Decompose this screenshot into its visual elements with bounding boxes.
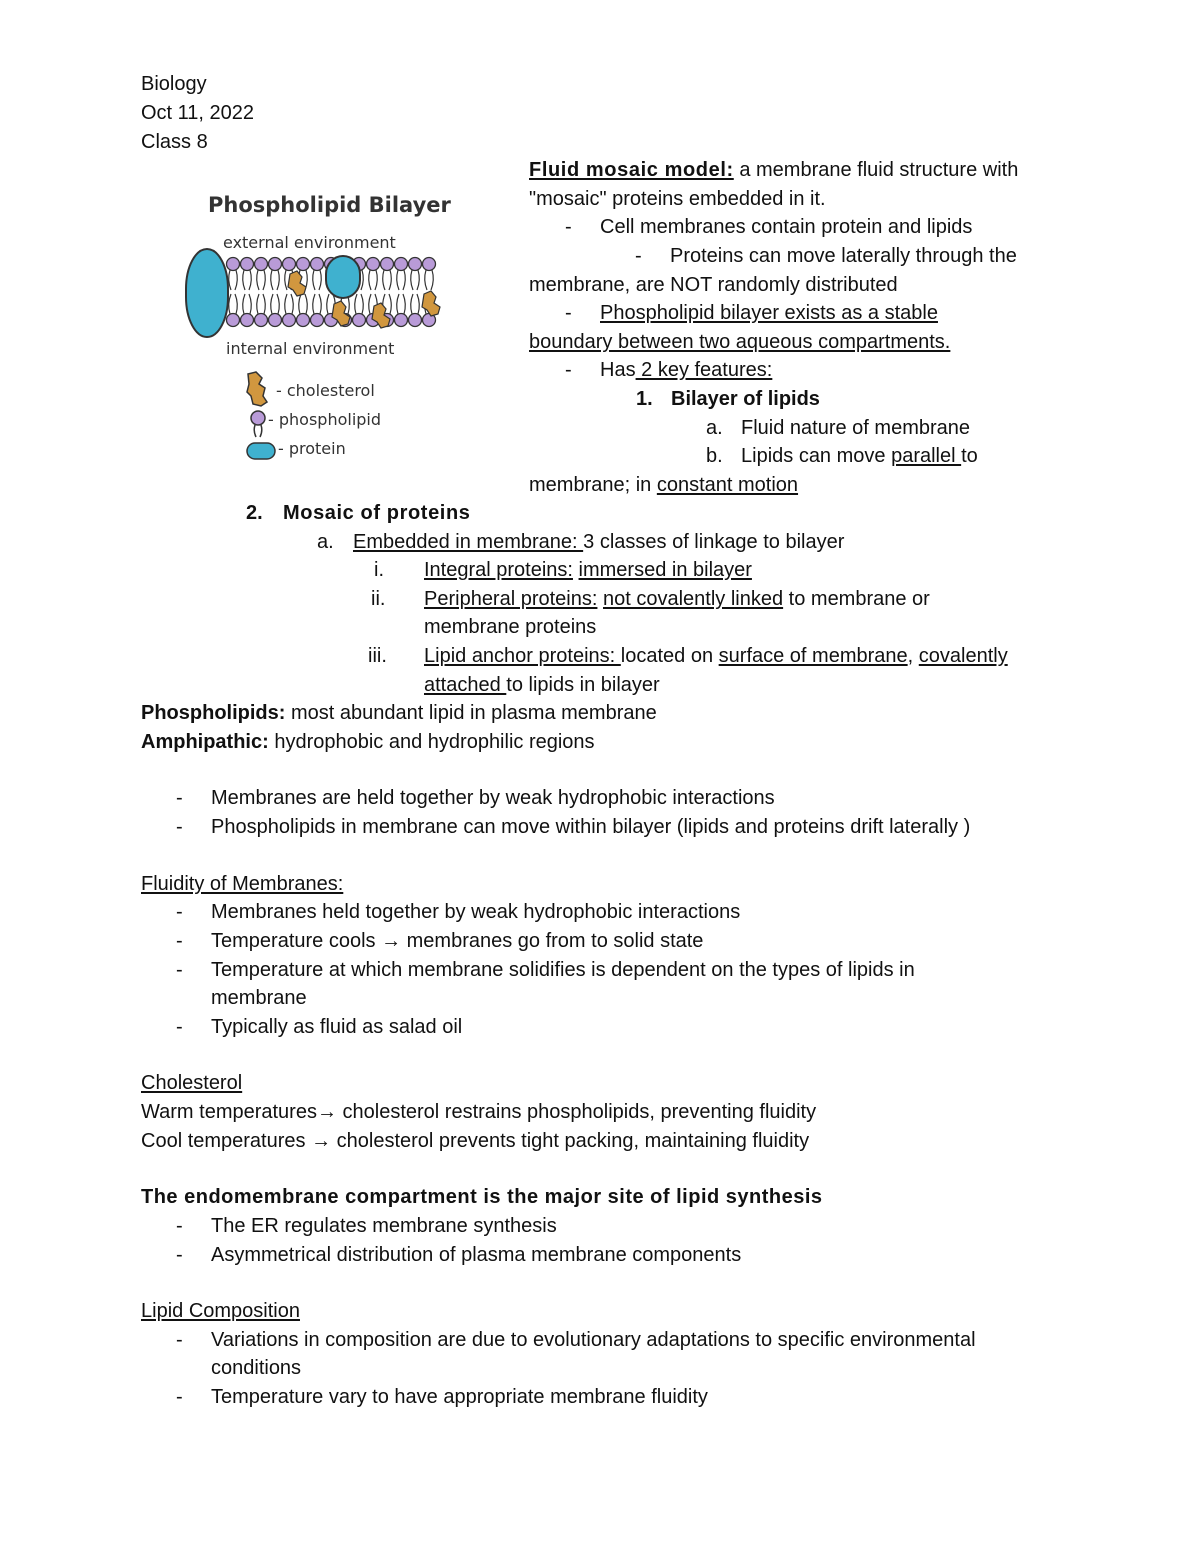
dash: -	[176, 787, 183, 809]
phospholipid-head	[395, 314, 408, 327]
amphipathic-def: hydrophobic and hydrophilic regions	[268, 731, 595, 753]
legend-protein: - protein	[278, 439, 346, 458]
key-features-pre: Has	[600, 359, 636, 381]
phospholipid-tail	[411, 270, 420, 290]
list-item: Variations in composition are due to evolutionary adaptations to specific environmental	[211, 1329, 976, 1351]
feature-2-title: Mosaic of proteins	[283, 502, 471, 524]
cholesterol-molecule	[288, 271, 306, 296]
phospholipid-head	[423, 258, 436, 271]
list-item: Typically as fluid as salad oil	[211, 1016, 463, 1038]
cholesterol-molecule	[422, 291, 440, 316]
subject-line: Biology	[141, 73, 207, 95]
fluidity-heading: Fluidity of Membranes:	[141, 873, 344, 895]
dash: -	[176, 1386, 183, 1408]
dash: -	[176, 901, 183, 923]
dash: -	[565, 359, 572, 381]
feature-1-title: Bilayer of lipids	[671, 388, 820, 410]
phospholipid-head	[381, 258, 394, 271]
external-label: external environment	[223, 233, 396, 252]
f2a-embedded: Embedded in membrane:	[353, 531, 584, 553]
dash: -	[176, 930, 183, 952]
phospholipid-icon	[251, 411, 265, 437]
phospholipid-tail	[397, 294, 406, 314]
lipid-anchor-attached: attached	[424, 674, 507, 696]
legend-phospholipid: - phospholipid	[268, 410, 382, 429]
phospholipid-head	[409, 258, 422, 271]
phospholipid-head	[227, 314, 240, 327]
class-line: Class 8	[141, 131, 208, 153]
fluid-mosaic-def-1: a membrane fluid structure with	[733, 159, 1019, 181]
bilayer-diagram	[178, 182, 458, 472]
feature-2a-letter: a.	[317, 531, 334, 553]
f1b-pre: Lipids can move	[741, 445, 892, 467]
phospholipid-tail	[299, 294, 308, 314]
phospholipid-tail	[383, 270, 392, 290]
dash: -	[176, 1329, 183, 1351]
dash: -	[635, 245, 642, 267]
dash: -	[565, 216, 572, 238]
bullet-cell-membranes: Cell membranes contain protein and lipids	[600, 216, 973, 238]
peripheral-post: to membrane or	[783, 588, 930, 610]
phospholipid-head	[255, 258, 268, 271]
phospholipid-tail	[355, 294, 364, 314]
lipid-anchor-term: Lipid anchor proteins:	[424, 645, 621, 667]
feature-1a-text: Fluid nature of membrane	[741, 417, 971, 439]
internal-label: internal environment	[226, 339, 395, 358]
cholesterol-heading: Cholesterol	[141, 1072, 243, 1094]
peripheral-proteins-line	[424, 587, 930, 611]
phospholipid-head	[269, 314, 282, 327]
phospholipid-head	[297, 258, 310, 271]
phospholipids-definition	[141, 701, 657, 725]
feature-1b-cont	[529, 473, 798, 497]
bullet-bilayer-boundary: Phospholipid bilayer exists as a stable	[600, 302, 938, 324]
list-item: Phospholipids in membrane can move within bilayer (lipids and proteins drift laterally )	[211, 816, 971, 838]
amphipathic-definition	[141, 730, 595, 754]
fluid-mosaic-line-2: "mosaic" proteins embedded in it.	[529, 188, 826, 210]
f1b-post: to	[961, 445, 978, 467]
bullet-proteins-move-cont: membrane, are NOT randomly distributed	[529, 274, 898, 296]
phospholipid-head	[367, 258, 380, 271]
cholesterol-icon	[247, 372, 267, 406]
phospholipid-head	[283, 258, 296, 271]
lipid-anchor-comma: ,	[907, 645, 919, 667]
integral-def: immersed in bilayer	[578, 559, 752, 581]
feature-1-number: 1.	[636, 388, 653, 410]
list-item-cont: membrane	[211, 987, 307, 1009]
peripheral-term: Peripheral proteins:	[424, 588, 598, 610]
phospholipid-tail	[425, 270, 434, 290]
lipid-anchor-line	[424, 644, 1008, 668]
phospholipid-bilayer-figure	[178, 182, 458, 472]
phospholipid-tail	[285, 294, 294, 314]
dash: -	[176, 1244, 183, 1266]
bullet-bilayer-boundary-cont: boundary between two aqueous compartments.	[529, 331, 951, 353]
list-item: Temperature cools → membranes go from to solid state	[211, 930, 704, 952]
roman-iii: iii.	[368, 645, 387, 667]
lipid-anchor-covalently: covalently	[918, 645, 1008, 667]
phospholipid-head	[283, 314, 296, 327]
phospholipid-tail	[369, 270, 378, 290]
bullet-key-features	[600, 358, 772, 382]
cholesterol-warm: Warm temperatures→ cholesterol restrains phospholipids, preventing fluidity	[141, 1101, 817, 1123]
list-item: Membranes are held together by weak hydrophobic interactions	[211, 787, 775, 809]
protein-small	[326, 256, 360, 298]
lipid-anchor-surface: surface of membrane	[718, 645, 908, 667]
f1b-constant-motion: constant motion	[656, 474, 799, 496]
list-item-cont: conditions	[211, 1357, 302, 1379]
key-features-underlined: 2 key features:	[635, 359, 773, 381]
phospholipid-tail	[229, 294, 238, 314]
phospholipid-head	[409, 314, 422, 327]
dash: -	[176, 1215, 183, 1237]
f1b-parallel: parallel	[891, 445, 962, 467]
f2a-post: 3 classes of linkage to bilayer	[583, 531, 845, 553]
integral-term: Integral proteins:	[424, 559, 573, 581]
phospholipids-term: Phospholipids:	[141, 702, 286, 724]
peripheral-proteins-cont: membrane proteins	[424, 616, 597, 638]
lipid-anchor-mid: located on	[620, 645, 719, 667]
phospholipid-tail	[313, 270, 322, 290]
phospholipids-def: most abundant lipid in plasma membrane	[285, 702, 657, 724]
phospholipid-tail	[271, 294, 280, 314]
phospholipid-head	[395, 258, 408, 271]
cholesterol-cool: Cool temperatures → cholesterol prevents tight packing, maintaining fluidity	[141, 1130, 810, 1152]
protein-large	[186, 249, 228, 337]
phospholipid-tail	[229, 270, 238, 290]
phospholipid-head	[311, 314, 324, 327]
list-item: Temperature at which membrane solidifies is dependent on the types of lipids in	[211, 959, 915, 981]
figure-title: Phospholipid Bilayer	[208, 193, 451, 217]
lipid-anchor-cont-post: to lipids in bilayer	[506, 674, 660, 696]
phospholipid-tail	[271, 270, 280, 290]
phospholipid-head	[269, 258, 282, 271]
phospholipid-head	[297, 314, 310, 327]
f1b-cont-pre: membrane; in	[529, 474, 657, 496]
roman-ii: ii.	[371, 588, 386, 610]
endomembrane-heading: The endomembrane compartment is the major site of lipid synthesis	[141, 1186, 823, 1208]
list-item: Membranes held together by weak hydrophobic interactions	[211, 901, 741, 923]
integral-proteins-line	[424, 558, 752, 582]
phospholipid-tail	[257, 294, 266, 314]
feature-1b-text	[741, 444, 978, 468]
dash: -	[565, 302, 572, 324]
dash: -	[176, 1016, 183, 1038]
bullet-proteins-move: Proteins can move laterally through the	[670, 245, 1017, 267]
dash: -	[176, 959, 183, 981]
feature-2a-text	[353, 530, 844, 554]
phospholipid-tail	[397, 270, 406, 290]
fluid-mosaic-term: Fluid mosaic model:	[529, 159, 734, 181]
phospholipid-head	[311, 258, 324, 271]
phospholipid-head	[241, 314, 254, 327]
lipid-anchor-cont	[424, 673, 660, 697]
peripheral-def: not covalently linked	[603, 588, 784, 610]
date-line: Oct 11, 2022	[141, 102, 255, 124]
phospholipid-tail	[243, 270, 252, 290]
phospholipid-tail	[257, 270, 266, 290]
feature-2-number: 2.	[246, 502, 263, 524]
feature-1b-letter: b.	[706, 445, 723, 467]
legend-cholesterol: - cholesterol	[276, 381, 375, 400]
list-item: Temperature vary to have appropriate membrane fluidity	[211, 1386, 708, 1408]
protein-icon	[247, 443, 275, 459]
phospholipid-tail	[313, 294, 322, 314]
amphipathic-term: Amphipathic:	[141, 731, 269, 753]
phospholipid-tail	[411, 294, 420, 314]
list-item: Asymmetrical distribution of plasma membrane components	[211, 1244, 742, 1266]
phospholipid-head	[353, 314, 366, 327]
feature-1a-letter: a.	[706, 417, 723, 439]
phospholipid-tail	[243, 294, 252, 314]
dash: -	[176, 816, 183, 838]
phospholipid-head	[227, 258, 240, 271]
fluid-mosaic-line-1	[529, 158, 1018, 182]
phospholipid-head	[241, 258, 254, 271]
phospholipid-head	[255, 314, 268, 327]
list-item: The ER regulates membrane synthesis	[211, 1215, 557, 1237]
lipid-composition-heading: Lipid Composition	[141, 1300, 300, 1322]
roman-i: i.	[374, 559, 384, 581]
